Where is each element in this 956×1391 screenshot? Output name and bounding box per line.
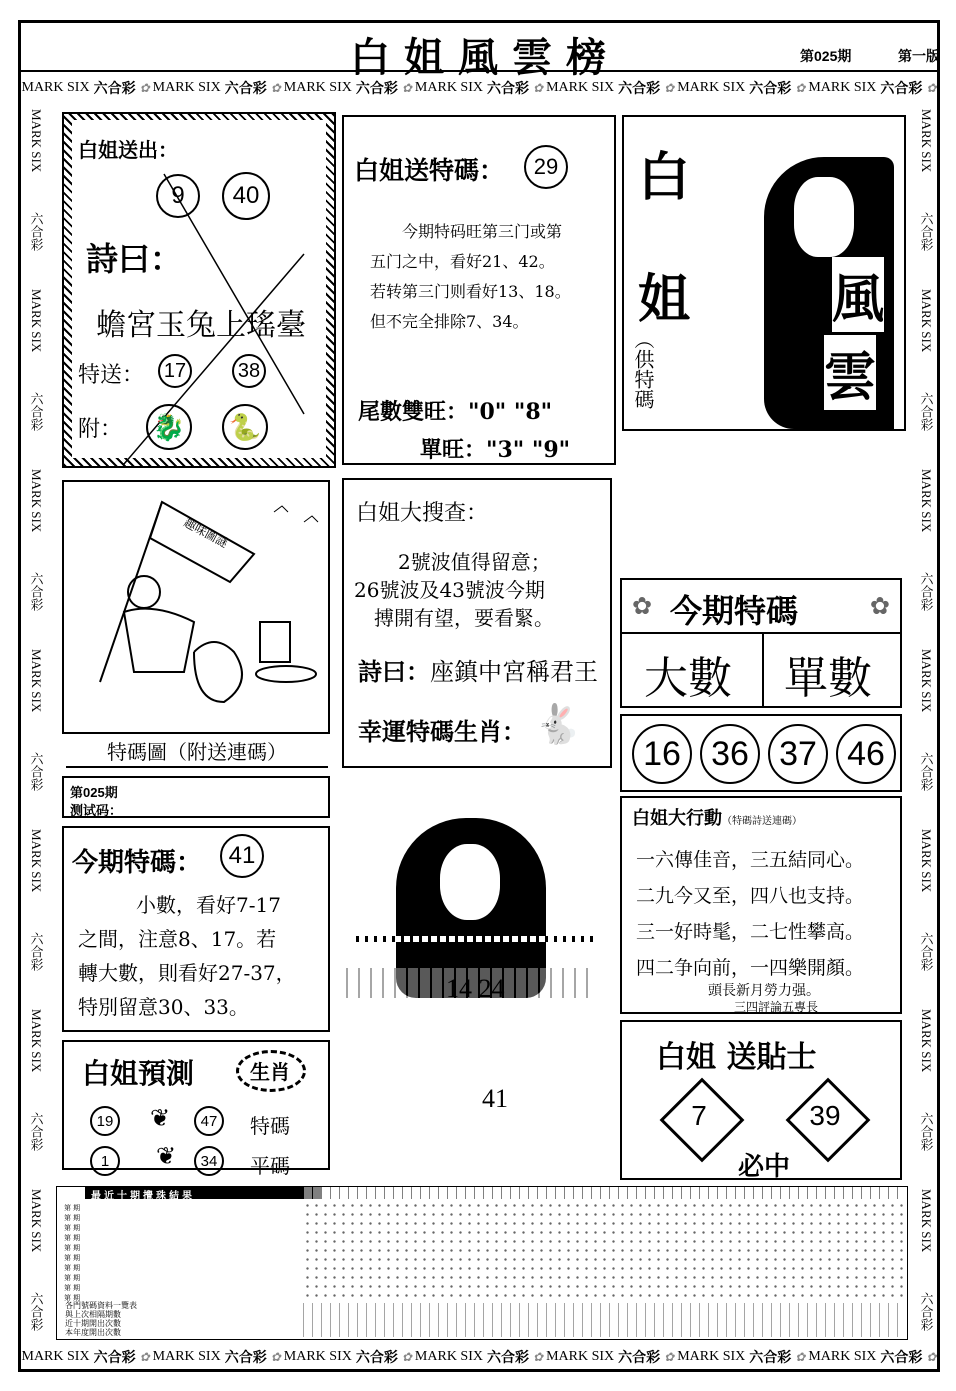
mr-num-4: 46 [836, 724, 896, 784]
flower-icon: ✿ [533, 1349, 544, 1364]
pred-r2-label: 平碼 [250, 1154, 290, 1178]
mr-left: 大數 [644, 653, 732, 704]
tm-analysis: 今期特码旺第三门或第 五门之中，看好21、42。 若转第三门则看好13、18。 但不完全排除7、34。 [370, 222, 571, 331]
mm-lucky-label: 幸運特碼生肖： [358, 717, 526, 746]
pred-heading: 白姐預測 [82, 1057, 195, 1090]
brand-tag: MARK SIX 六合彩 ✿ [21, 1349, 150, 1366]
mr-heading: 今期特碼 [670, 592, 799, 630]
flower-icon: ✿ [632, 592, 653, 620]
flower-icon: ✿ [401, 80, 412, 95]
edition-label: 第一版 [898, 48, 940, 64]
brand-tag: MARK SIX 六合彩 ✿ [546, 80, 675, 97]
pred-r1-b: 47 [194, 1106, 224, 1136]
tip-num-1: 7 [691, 1100, 707, 1131]
box-tip [620, 1020, 902, 1180]
brand-tag: MARK SIX 六合彩 ✿ [21, 80, 150, 97]
flower-icon: ✿ [926, 1349, 937, 1364]
tm-num: 29 [524, 145, 568, 189]
box-mr [620, 578, 902, 708]
flower-icon: ✿ [139, 1349, 150, 1364]
brand-tag: MARK SIX 六合彩 ✿ [808, 1349, 937, 1366]
test-label: 测试码： [70, 803, 123, 818]
dragon-icon: 🐉 [146, 404, 192, 450]
flower-icon: ✿ [926, 80, 937, 95]
tr-caption: （供特碼 [631, 329, 655, 409]
box-tl [62, 112, 336, 468]
ll-analysis: 小數，看好7-17 之間，注意8、17。若 轉大數，則看好27-37， 特別留意30、33。 [78, 893, 296, 1019]
box-pred [62, 1040, 330, 1178]
tip-num-2: 39 [809, 1100, 841, 1131]
pred-r2-a: 1 [90, 1146, 120, 1176]
flower-icon: ✿ [664, 1349, 675, 1364]
rabbit-icon: 🐇 [534, 702, 582, 746]
lr-foot-1: 頭長新月勞力强。 [708, 983, 820, 999]
tl-heading: 白姐送出： [78, 138, 178, 162]
tm-tail2: 單旺："3" "9" [420, 437, 571, 463]
box-test [62, 776, 330, 818]
box-tm [342, 115, 616, 465]
box-ll [62, 826, 330, 1032]
brand-tag: MARK SIX 六合彩 ✿ [414, 80, 544, 97]
brand-tag: MARK SIX 六合彩 ✿ [808, 80, 937, 97]
brand-tag: MARK SIX 六合彩 ✿ [283, 1349, 412, 1366]
ll-heading: 今期特碼： [72, 848, 203, 878]
page-title: 白姐風雲榜 [350, 34, 620, 81]
brand-tag: MARK SIX 六合彩 ✿ [414, 1349, 544, 1366]
ml-banner: 趣味圖謎 [181, 515, 231, 551]
lm-num-bottom: 41 [482, 1084, 508, 1113]
test-issue: 第025期 [70, 785, 118, 800]
tip-heading: 白姐 送貼士 [656, 1040, 817, 1075]
flower-icon: ✿ [270, 1349, 281, 1364]
flower-icon: ✿ [664, 80, 675, 95]
mr-num-3: 37 [768, 724, 828, 784]
brand-tag: MARK SIX 六合彩 ✿ [677, 80, 806, 97]
tr-char-2: 姐 [638, 269, 691, 330]
tr-char-4: 雲 [824, 335, 876, 410]
brand-tag: MARK SIX 六合彩 ✿ [283, 80, 412, 97]
tl-attach-label: 附： [78, 417, 123, 442]
results-sub: 各門號碼資料一覽表 與上次相隔期數 近十期開出次數 本年度開出次數 [65, 1301, 137, 1337]
results-grid [303, 1201, 903, 1301]
lr-foot-2: 三四評論五專長 [734, 1000, 819, 1014]
mm-poem: 詩曰：座鎮中宮稱君王 [358, 657, 598, 686]
brand-stripe-top [20, 75, 938, 101]
brand-stripe-right: MARK SIX 六合彩 MARK SIX 六合彩 MARK SIX 六合彩 MARK SIX 六合彩 MARK SIX 六合彩 MARK SIX 六合彩 MARK SIX 六合彩 [918, 109, 934, 1331]
tl-special-2: 38 [232, 354, 266, 388]
leaf-icon: ❦ [156, 1142, 177, 1170]
tl-poem: 蟾宮玉兔上瑤臺 [96, 308, 306, 343]
tm-heading: 白姐送特碼： [354, 156, 505, 185]
lm-nums-top: 14 24 [446, 974, 505, 1003]
flower-icon: ✿ [270, 80, 281, 95]
flower-icon: ✿ [795, 80, 806, 95]
pred-r1-label: 特碼 [250, 1114, 290, 1138]
box-mm [342, 478, 612, 768]
lr-poem: 一六傳佳音，三五結同心。 二九今又至，四八也支持。 三一好時髦，二七性攀高。 四二争向前，一四樂開顏。 [636, 849, 865, 979]
flower-icon: ✿ [139, 80, 150, 95]
box-ml [62, 480, 330, 734]
box-tr [622, 115, 906, 431]
mr-num-1: 16 [632, 724, 692, 784]
tl-poem-label: 詩曰： [86, 240, 183, 278]
flower-icon: ✿ [795, 1349, 806, 1364]
tl-num-2: 40 [222, 172, 270, 220]
mm-heading: 白姐大搜查： [356, 501, 489, 526]
brand-stripe-left: MARK SIX 六合彩 MARK SIX 六合彩 MARK SIX 六合彩 MARK SIX 六合彩 MARK SIX 六合彩 MARK SIX 六合彩 MARK SIX 六合彩 [28, 109, 44, 1331]
mr-num-2: 36 [700, 724, 760, 784]
tl-special-label: 特送： [78, 363, 145, 388]
ll-num: 41 [220, 834, 264, 878]
lr-heading: 白姐大行動（特碼詩送連碼） [632, 808, 802, 829]
box-lr [620, 796, 902, 1014]
pred-stamp: 生肖 [250, 1060, 290, 1084]
tl-special-1: 17 [158, 354, 192, 388]
leaf-icon: ❦ [150, 1104, 171, 1132]
flower-icon: ✿ [401, 1349, 412, 1364]
pred-r2-b: 34 [194, 1146, 224, 1176]
tl-num-1: 9 [156, 174, 200, 218]
brand-tag: MARK SIX 六合彩 ✿ [152, 80, 281, 97]
tip-footer: 必中 [738, 1152, 791, 1182]
box-mr-nums [620, 714, 902, 792]
box-lm [336, 796, 606, 1166]
flower-icon: ✿ [533, 80, 544, 95]
tr-char-3: 風 [832, 257, 884, 332]
issue-number: 第025期 [800, 48, 852, 64]
brand-stripe-bottom [20, 1344, 938, 1370]
results-table [56, 1186, 908, 1340]
results-title: 最近十期攪珠結果 [91, 1191, 195, 1202]
snake-icon: 🐍 [222, 404, 268, 450]
pred-r1-a: 19 [90, 1106, 120, 1136]
flower-icon: ✿ [869, 592, 890, 620]
tr-char-1: 白 [638, 147, 691, 208]
tm-tail1: 尾數雙旺："0" "8" [358, 399, 553, 425]
brand-tag: MARK SIX 六合彩 ✿ [152, 1349, 281, 1366]
brand-tag: MARK SIX 六合彩 ✿ [677, 1349, 806, 1366]
brand-tag: MARK SIX 六合彩 ✿ [546, 1349, 675, 1366]
mr-right: 單數 [784, 653, 872, 704]
results-rows: 第 期 第 期 第 期 第 期 第 期 第 期 第 期 第 期 第 期 第 期 [64, 1205, 80, 1302]
ml-caption: 特碼圖（附送連碼） [66, 736, 328, 768]
mm-analysis: 2號波值得留意； 26號波及43號波今期 搏開有望，要看緊。 [354, 550, 554, 630]
